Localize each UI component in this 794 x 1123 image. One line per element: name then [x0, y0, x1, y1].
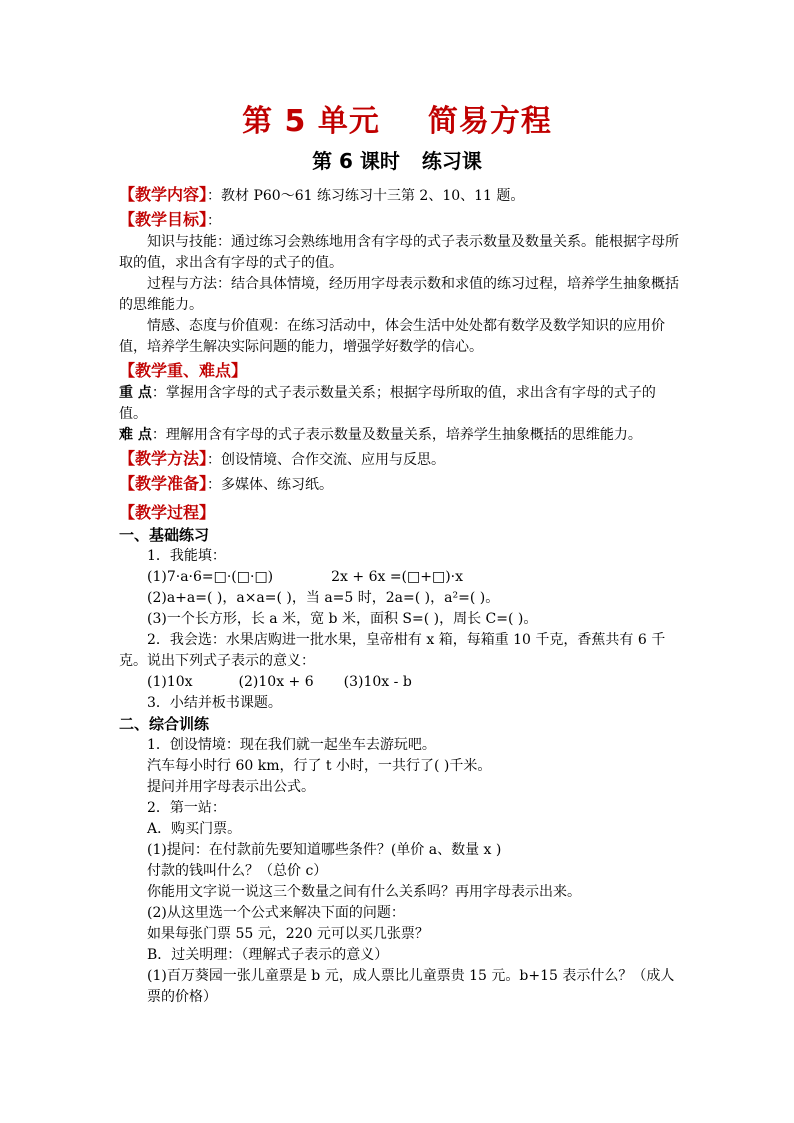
option-2: (2)10x + 6: [238, 674, 314, 690]
training-line: (2)从这里选一个公式来解决下面的问题：: [147, 905, 405, 921]
teaching-content-label: 【教学内容】: [119, 185, 208, 204]
teaching-process-label: 【教学过程】: [119, 503, 216, 522]
unit-title: [0, 96, 794, 140]
question-1: 1．我能填：: [147, 548, 226, 564]
teaching-method-label: 【教学方法】: [119, 449, 208, 468]
keypoints-label: 【教学重、难点】: [119, 361, 248, 380]
training-line: (1)提问：在付款前先要知道哪些条件？(单价 a、数量 x ): [147, 842, 502, 858]
teaching-content: [119, 184, 681, 207]
training-line: 如果每张门票 55 元，220 元可以买几张票？: [147, 926, 429, 942]
question-2: 2．我会选：水果店购进一批水果，皇帝柑有 x 箱，每箱重 10 千克，香蕉共有 6 千克。说出下列式子表示的意义：: [119, 632, 666, 669]
key-point: [119, 383, 681, 425]
question-2-options: [119, 672, 681, 693]
hard-point: [119, 425, 681, 446]
teaching-content-text: ：教材 P60～61 练习练习十三第 2、10、11 题。: [207, 188, 525, 204]
training-line: 汽车每小时行 60 km，行了 t 小时，一共行了( )千米。: [147, 758, 492, 774]
training-line: B．过关明理：（理解式子表示的意义）: [147, 947, 389, 963]
hard-point-text: ：理解用含有字母的式子表示数量及数量关系，培养学生抽象概括的思维能力。: [151, 427, 642, 443]
training-line: 1．创设情境：现在我们就一起坐车去游玩吧。: [147, 737, 436, 753]
question-1-line-3: (3)一个长方形，长 a 米，宽 b 米，面积 S=( )，周长 C=( )。: [147, 611, 538, 627]
keypoints-heading: [119, 360, 681, 383]
option-3: (3)10x - b: [343, 674, 412, 690]
teaching-prep: [119, 473, 681, 496]
option-1: (1)10x: [147, 674, 193, 690]
training-line: (1)百万葵园一张儿童票是 b 元，成人票比儿童票贵 15 元。b+15 表示什么？（成人票的价格）: [147, 968, 675, 1005]
teaching-goals-label: 【教学目标】: [119, 210, 208, 229]
lesson-plan-body: [119, 184, 681, 1008]
question-3: 3．小结并板书课题。: [147, 695, 282, 711]
section-basic-practice: 一、基础练习: [119, 526, 210, 544]
training-line: A．购买门票。: [147, 821, 242, 837]
question-1-line-2: (2)a+a=( )，a×a=( )，当 a=5 时，2a=( )，a²=( )。: [147, 590, 500, 606]
training-line: 2．第一站：: [147, 800, 226, 816]
expr-1b: 2x + 6x =(□+□)·x: [331, 569, 464, 585]
teaching-method-text: ：创设情境、合作交流、应用与反思。: [207, 452, 446, 468]
teaching-prep-label: 【教学准备】: [119, 474, 208, 493]
unit-name: 简易方程: [427, 104, 552, 139]
teaching-prep-text: ：多媒体、练习纸。: [207, 477, 334, 493]
key-point-label: 重 点: [119, 385, 152, 401]
lesson-name: 练习课: [421, 149, 482, 173]
hard-point-label: 难 点: [119, 427, 152, 443]
expr-1a: (1)7·a·6=□·(□·□): [147, 569, 274, 585]
teaching-method: [119, 448, 681, 471]
goal-item: 过程与方法：结合具体情境，经历用字母表示数和求值的练习过程，培养学生抽象概括的思维能力。: [119, 276, 679, 313]
section-comprehensive-training: 二、综合训练: [119, 715, 210, 733]
teaching-goals-heading: [119, 209, 681, 232]
teaching-process-heading: [119, 502, 681, 525]
teaching-goals-colon: ：: [207, 213, 222, 229]
key-point-text: ：掌握用含字母的式子表示数量关系；根据字母所取的值，求出含有字母的式子的值。: [119, 385, 656, 422]
goal-item: 知识与技能：通过练习会熟练地用含有字母的式子表示数量及数量关系。能根据字母所取的值，求出含有字母的式子的值。: [119, 234, 679, 271]
training-line: 你能用文字说一说这三个数量之间有什么关系吗？再用字母表示出来。: [147, 884, 581, 900]
training-line: 付款的钱叫什么？（总价 c）: [147, 863, 328, 879]
training-line: 提问并用字母表示出公式。: [147, 779, 315, 795]
unit-number: 第 5 单元: [242, 104, 380, 139]
goal-item: 情感、态度与价值观：在练习活动中，体会生活中处处都有数学及数学知识的应用价值，培养学生解决实际问题的能力，增强学好数学的信心。: [119, 318, 665, 355]
question-1-line-1: [119, 567, 681, 588]
lesson-number: 第 6 课时: [312, 149, 400, 173]
lesson-title: [0, 145, 794, 174]
